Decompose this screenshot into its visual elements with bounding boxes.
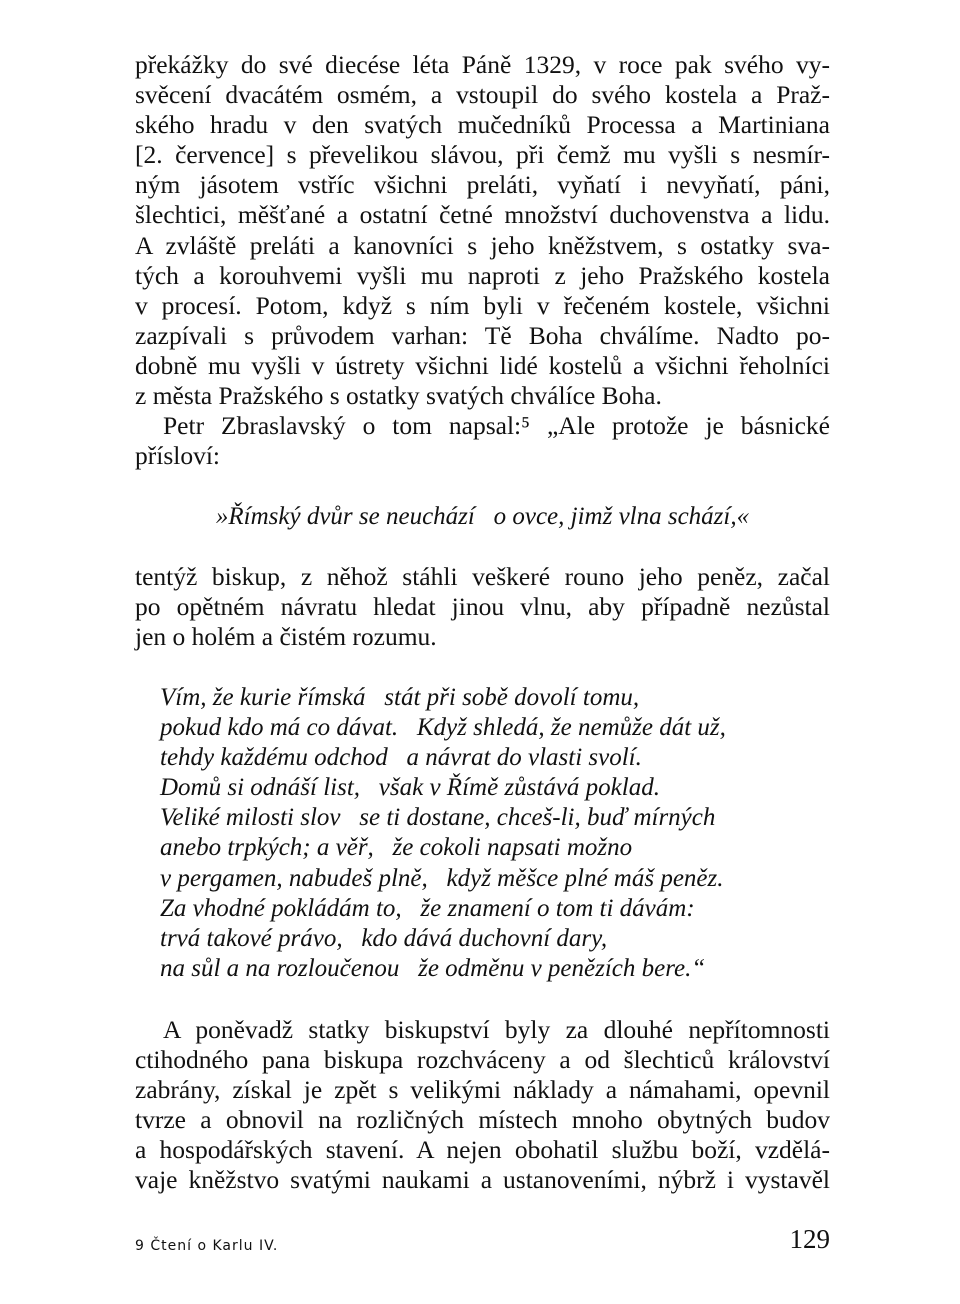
text-line: ným jásotem vstříc všichni preláti, vyňatí i nevyňatí, páni, bbox=[135, 170, 830, 200]
text-line: Petr Zbraslavský o tom napsal:⁵ „Ale protože je básnické bbox=[163, 411, 830, 440]
paragraph-4 bbox=[135, 1015, 830, 1196]
verse-line: pokud kdo má co dávat. Když shledá, že nemůže dát už, bbox=[160, 714, 726, 742]
verse-quotation bbox=[160, 683, 726, 984]
text-line: jen o holém a čistém rozumu. bbox=[135, 622, 437, 652]
verse-line: anebo trpkých; a věř, že cokoli napsati možno bbox=[160, 834, 633, 862]
text-line: tvrze a obnovil na rozličných místech mnoho obytných budov bbox=[135, 1105, 830, 1135]
text-line: A zvláště preláti a kanovníci s jeho kněžstvem, s ostatky sva- bbox=[135, 230, 830, 260]
text-line: tentýž biskup, z něhož stáhli veškeré rouno jeho peněz, začal bbox=[135, 562, 830, 591]
paragraph-1 bbox=[135, 50, 830, 411]
paragraph-3 bbox=[135, 562, 830, 652]
text-line: a hospodářských stavení. A nejen obohatil službu boží, vzdělá- bbox=[135, 1135, 830, 1165]
verse-line: trvá takové právo, kdo dává duchovní dary, bbox=[160, 924, 608, 952]
text-line: vaje kněžstvo svatými naukami a ustanoveními, nýbrž i vystavěl bbox=[135, 1165, 830, 1195]
page-number: 129 bbox=[789, 1224, 830, 1254]
text-line: dobně mu vyšli v ústrety všichni lidé kostelů a všichni řeholníci bbox=[135, 350, 830, 380]
text-line: [2. července] s převelikou slávou, při čemž mu vyšli s nesmír- bbox=[135, 140, 830, 170]
paragraph-2 bbox=[135, 411, 830, 471]
text-line: šlechtici, měšťané a ostatní četné množství duchovenstva a lidu. bbox=[135, 200, 830, 230]
verse-line: Veliké milosti slov se ti dostane, chceš-li, buď mírných bbox=[160, 804, 716, 832]
text-line: A poněvadž statky biskupství byly za dlouhé nepřítomnosti bbox=[163, 1015, 830, 1044]
printer-signature: 9 Čtení o Karlu IV. bbox=[135, 1238, 279, 1254]
text-line: po opětném návratu hledat jinou vlnu, aby případně nezůstal bbox=[135, 592, 830, 622]
verse-line: na sůl a na rozloučenou že odměnu v penězích bere.“ bbox=[160, 954, 706, 982]
text-line: v procesí. Potom, když s ním byli v řečeném kostele, všichni bbox=[135, 290, 830, 320]
text-line: ctihodného pana biskupa rozchváceny a od šlechticů království bbox=[135, 1045, 830, 1075]
verse-line: v pergamen, nabudeš plně, když měšce plné máš peněz. bbox=[160, 864, 724, 892]
verse-line: Vím, že kurie římská stát při sobě dovolí tomu, bbox=[160, 684, 640, 711]
text-line: tých a korouhvemi vyšli mu naproti z jeho Pražského kostela bbox=[135, 260, 830, 290]
text-line: překážky do své diecése léta Páně 1329, v roce pak svého vy- bbox=[135, 50, 830, 79]
text-line: zazpívali s průvodem varhan: Tě Boha chválíme. Nadto po- bbox=[135, 320, 830, 350]
verse-line: tehdy každému odchod a návrat do vlasti svolí. bbox=[160, 744, 642, 772]
text-line: svěcení dvacátém osmém, a vstoupil do svého kostela a Praž- bbox=[135, 80, 830, 110]
text-line: přísloví: bbox=[135, 441, 221, 471]
verse-line: Domů si odnáší list, však v Římě zůstává poklad. bbox=[160, 774, 660, 802]
text-line: zabrány, získal je zpět s velikými náklady a námahami, opevnil bbox=[135, 1075, 830, 1105]
verse-line: Za vhodné pokládám to, že znamení o tom ti dávám: bbox=[160, 894, 695, 922]
text-line: z města Pražského s ostatky svatých chválíce Boha. bbox=[135, 381, 662, 411]
text-line: ského hradu v den svatých mučedníků Processa a Martiniana bbox=[135, 110, 830, 140]
quoted-proverb: »Římský dvůr se neuchází o ovce, jimž vlna schází,« bbox=[215, 503, 750, 530]
